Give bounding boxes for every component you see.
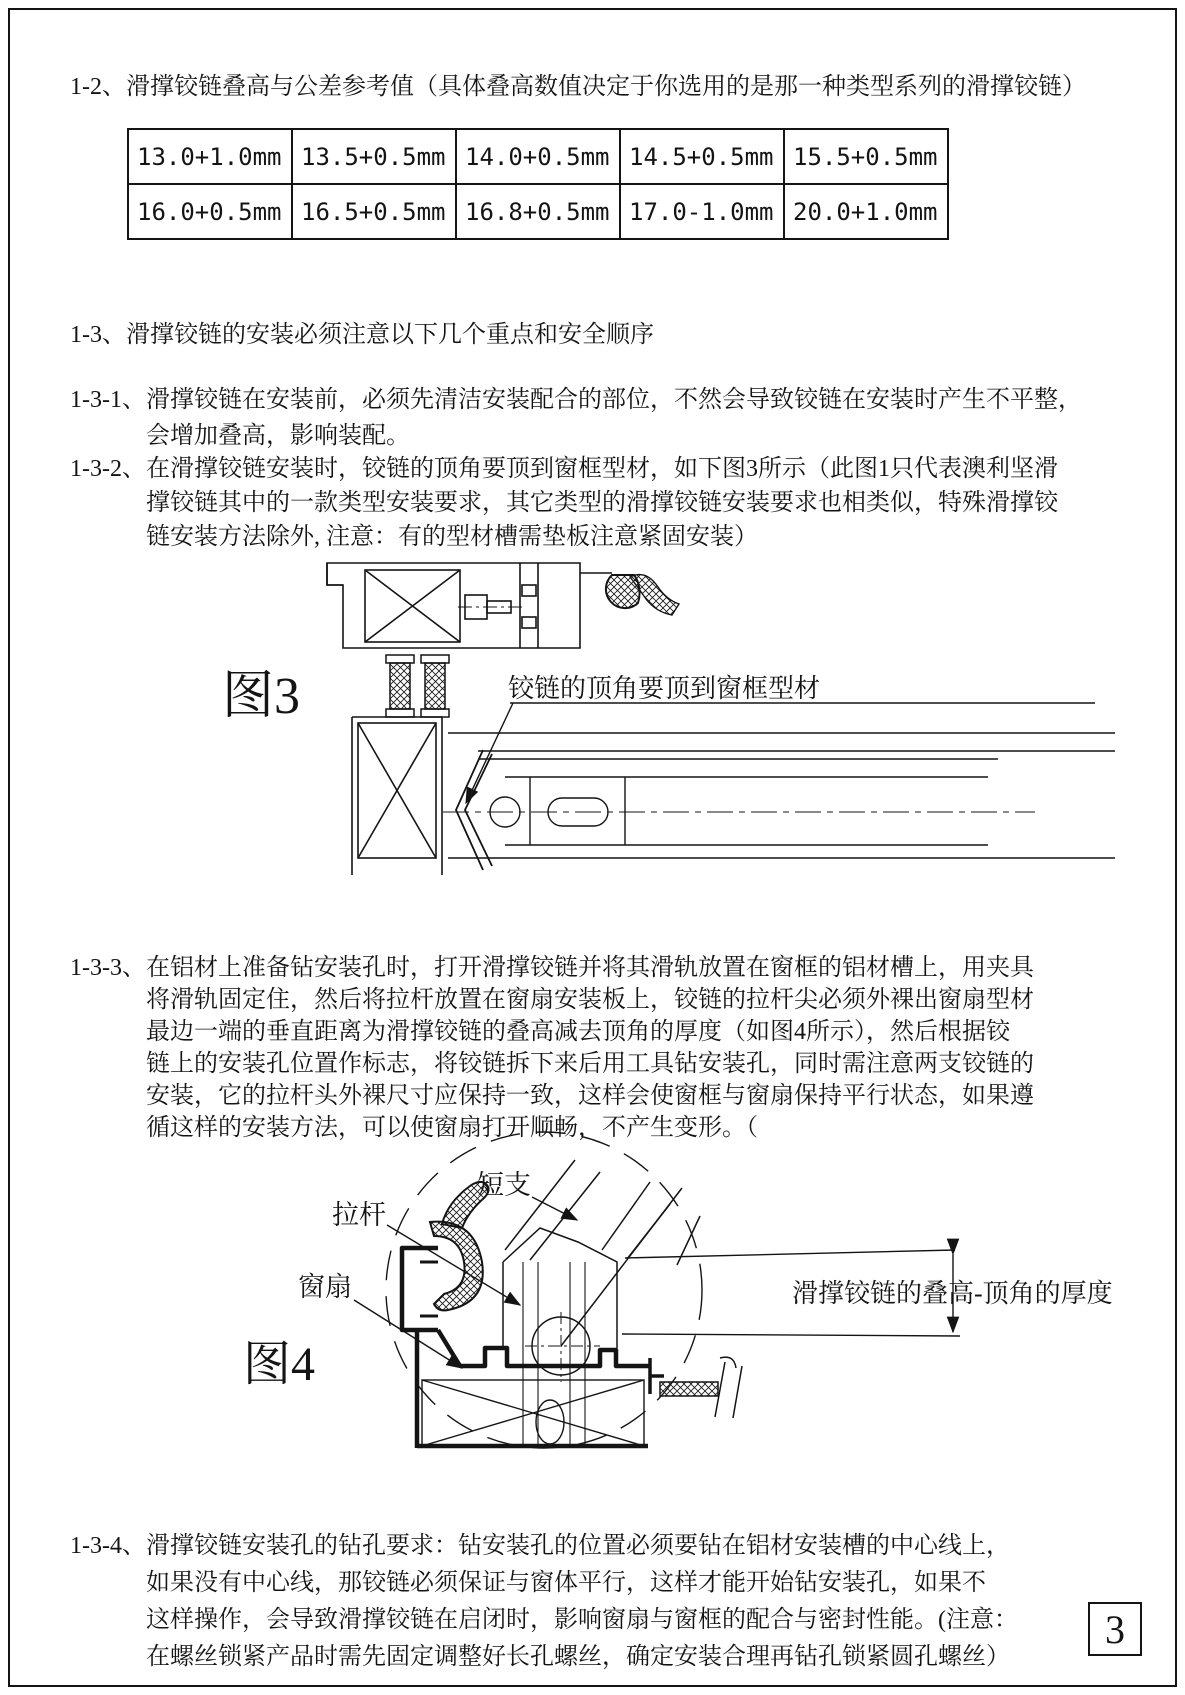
section-1-3-2-line: 撑铰链其中的一款类型安装要求，其它类型的滑撑铰链安装要求也相类似，特殊滑撑铰	[145, 490, 1058, 516]
section-1-3-1	[70, 382, 1082, 454]
section-1-3-1-label: 1-3-1、	[70, 387, 146, 413]
table-cell: 16.0+0.5mm	[128, 184, 292, 239]
table-cell: 14.0+0.5mm	[456, 129, 620, 184]
page-number-box	[1088, 1602, 1142, 1656]
section-1-3-4-line: 这样操作，会导致滑撑铰链在启闭时，影响窗扇与窗框的配合与密封性能。(注意：	[145, 1607, 1018, 1633]
section-1-3-4-label: 1-3-4、	[70, 1533, 146, 1559]
page-number: 3	[1105, 1606, 1125, 1652]
section-1-3-4	[70, 1528, 1018, 1676]
section-1-2-text: 滑撑铰链叠高与公差参考值（具体叠高数值决定于你选用的是那一种类型系列的滑撑铰链）	[126, 74, 1086, 100]
hinge-top-corner	[456, 750, 483, 870]
short-arm-plates	[505, 1160, 700, 1346]
section-1-3-2-label: 1-3-2、	[70, 456, 146, 482]
section-1-3-2-line: 在滑撑铰链安装时，铰链的顶角要顶到窗框型材，如下图3所示（此图1只代表澳利坚滑	[145, 456, 1058, 482]
gasket-seal	[430, 1182, 489, 1310]
section-1-2-label: 1-2、	[70, 74, 126, 100]
section-1-3-2	[70, 452, 1058, 554]
section-1-3-3-label: 1-3-3、	[70, 955, 146, 981]
section-1-3-4-line: 如果没有中心线，那铰链必须保证与窗体平行，这样才能开始钻安装孔，如果不	[145, 1570, 986, 1596]
detail-view-circle	[386, 1132, 702, 1448]
section-1-3-3-line: 链上的安装孔位置作标志，将铰链拆下来后用工具钻安装孔，同时需注意两支铰链的	[145, 1051, 1034, 1077]
sash-profile	[402, 1248, 664, 1448]
figure4-drawing	[180, 1062, 1170, 1452]
lower-frame-profile	[352, 717, 442, 875]
figure3-drawing	[180, 545, 1130, 875]
figure4-caption: 图4	[243, 1338, 316, 1391]
table-row	[128, 184, 948, 239]
table-cell: 14.5+0.5mm	[620, 129, 784, 184]
table-cell: 17.0-1.0mm	[620, 184, 784, 239]
table-cell: 15.5+0.5mm	[784, 129, 948, 184]
table-cell: 13.0+1.0mm	[128, 129, 292, 184]
thermal-break-strips	[386, 655, 449, 717]
table-cell: 16.5+0.5mm	[292, 184, 456, 239]
section-1-3-1-line: 滑撑铰链在安装前，必须先清洁安装配合的部位，不然会导致铰链在安装时产生不平整，	[145, 387, 1082, 413]
sash-section-box	[422, 1380, 644, 1446]
section-1-3-3-line: 在铝材上准备钻安装孔时，打开滑撑铰链并将其滑轨放置在窗框的铝材槽上，用夹具	[145, 955, 1034, 981]
section-1-3-2-line: 链安装方法除外, 注意：有的型材槽需垫板注意紧固安装）	[145, 524, 758, 550]
figure3-annotation: 铰链的顶角要顶到窗框型材	[508, 674, 821, 703]
section-1-3-3-line: 将滑轨固定住，然后将拉杆放置在窗扇安装板上，铰链的拉杆尖必须外裸出窗扇型材	[145, 987, 1034, 1013]
figure4-label-sash: 窗扇	[298, 1272, 352, 1302]
table-cell: 13.5+0.5mm	[292, 129, 456, 184]
tolerance-table	[127, 128, 949, 240]
frame-profile-section	[327, 563, 679, 648]
figure4-label-short-arm: 短支	[477, 1170, 531, 1200]
figure4-label-dimension: 滑撑铰链的叠高-顶角的厚度	[792, 1279, 1113, 1308]
section-1-3-3-line: 循这样的安装方法，可以使窗扇打开顺畅，不产生变形。（	[145, 1115, 758, 1141]
table-row	[128, 129, 948, 184]
section-1-3-text: 滑撑铰链的安装必须注意以下几个重点和安全顺序	[126, 322, 654, 348]
annotation-leader-line	[466, 703, 513, 803]
section-1-3	[70, 318, 654, 352]
table-cell: 16.8+0.5mm	[456, 184, 620, 239]
section-1-3-4-line: 滑撑铰链安装孔的钻孔要求：钻安装孔的位置必须要钻在铝材安装槽的中心线上，	[145, 1533, 1010, 1559]
frame-hook-hardware	[660, 1357, 742, 1418]
hinge-track-section	[443, 703, 1115, 870]
table-cell: 20.0+1.0mm	[784, 184, 948, 239]
pull-rod-head	[503, 1228, 617, 1447]
section-1-3-label: 1-3、	[70, 322, 126, 348]
section-1-3-3-line: 安装，它的拉杆头外裸尺寸应保持一致，这样会使窗框与窗扇保持平行状态，如果遵	[145, 1083, 1034, 1109]
section-1-2	[70, 70, 1086, 104]
section-1-3-4-line: 在螺丝锁紧产品时需先固定调整好长孔螺丝，确定安装合理再钻孔锁紧圆孔螺丝）	[145, 1644, 1010, 1670]
figure4-label-pull-rod: 拉杆	[332, 1200, 386, 1230]
section-1-3-1-line: 会增加叠高，影响装配。	[145, 423, 410, 449]
figure3-caption: 图3	[222, 668, 301, 725]
section-1-3-3-line: 最边一端的垂直距离为滑撑铰链的叠高减去顶角的厚度（如图4所示），然后根据铰	[145, 1019, 1010, 1045]
